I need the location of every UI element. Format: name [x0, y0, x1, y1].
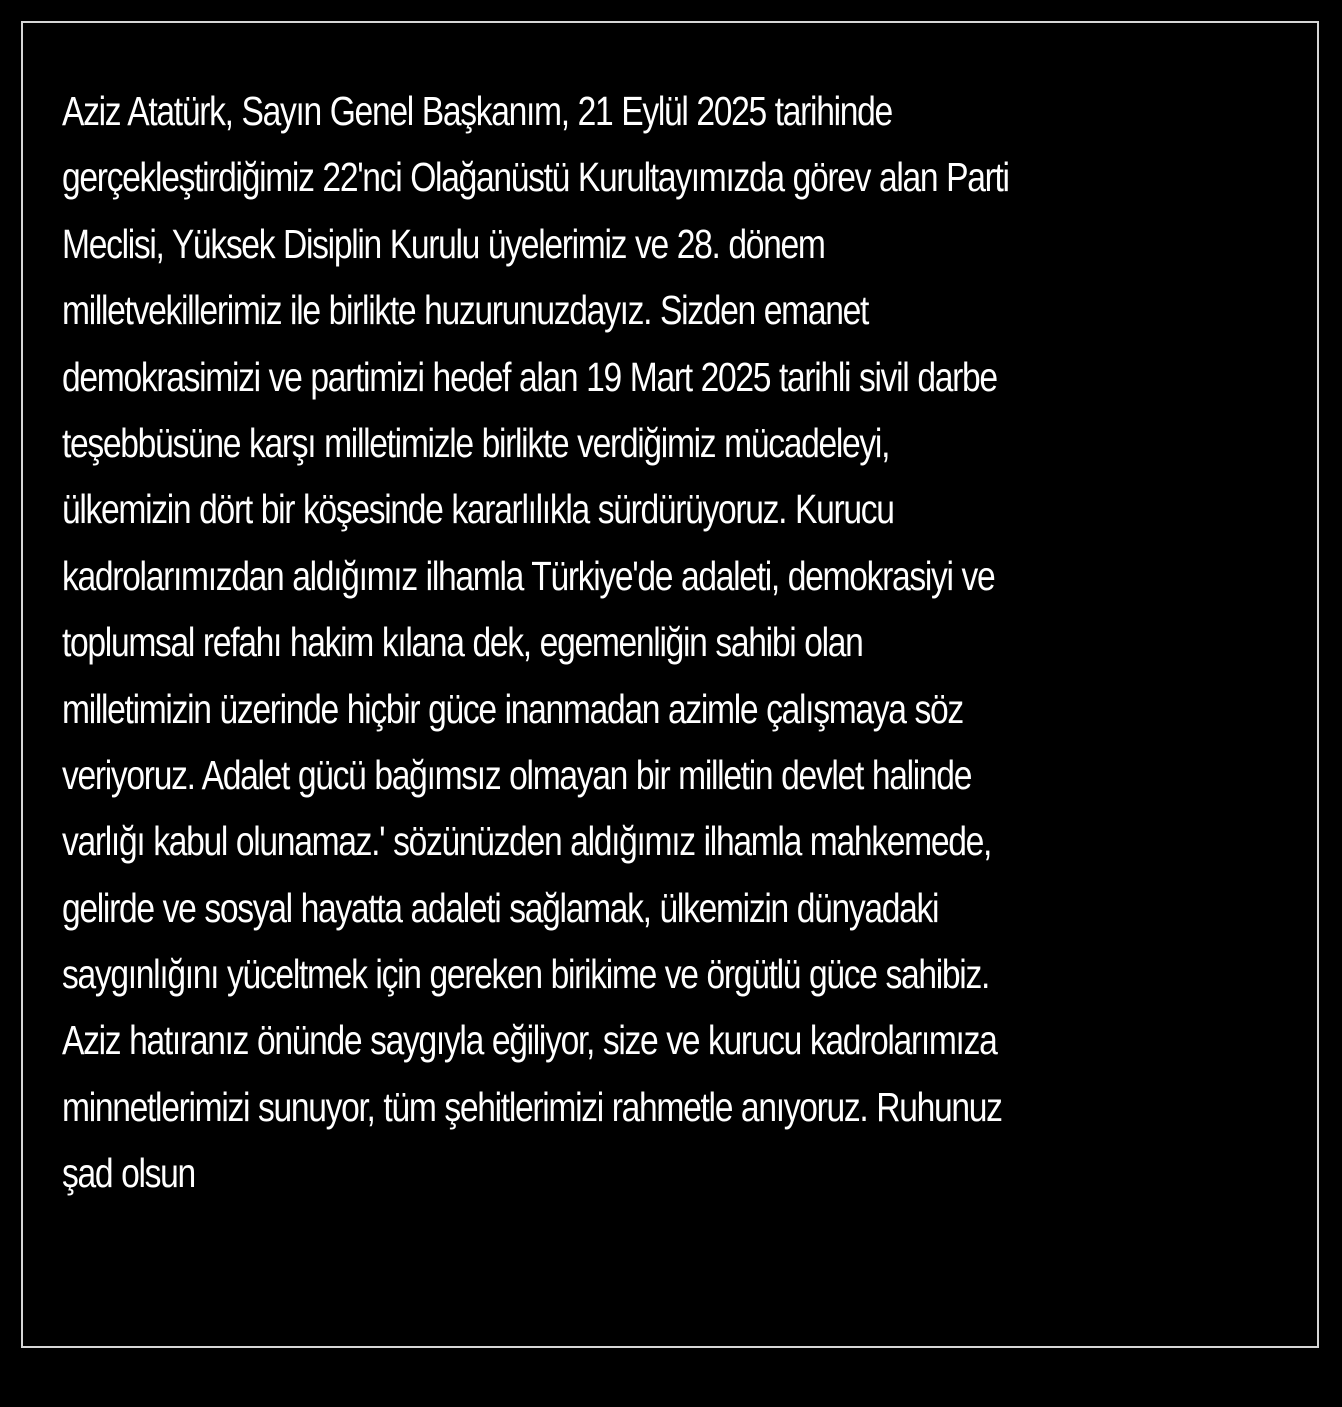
message-line: varlığı kabul olunamaz.' sözünüzden aldığımız ilhamla mahkemede, [62, 818, 992, 865]
message-line: milletimizin üzerinde hiçbir güce inanmadan azimle çalışmaya söz [62, 685, 963, 732]
message-line: ülkemizin dört bir köşesinde kararlılıkla sürdürüyoruz. Kurucu [62, 486, 894, 533]
message-line: teşebbüsüne karşı milletimizle birlikte verdiğimiz mücadeleyi, [62, 419, 890, 466]
message-line: toplumsal refahı hakim kılana dek, egemenliğin sahibi olan [62, 619, 863, 666]
message-line: Aziz hatıranız önünde saygıyla eğiliyor, size ve kurucu kadrolarımıza [62, 1017, 997, 1064]
message-line: milletvekillerimiz ile birlikte huzurunuzdayız. Sizden emanet [62, 287, 869, 334]
message-line: gerçekleştirdiğimiz 22'nci Olağanüstü Kurultayımızda görev alan Parti [62, 154, 1009, 201]
message-line: gelirde ve sosyal hayatta adaleti sağlamak, ülkemizin dünyadaki [62, 884, 939, 931]
message-text [62, 78, 1292, 1207]
message-line: Aziz Atatürk, Sayın Genel Başkanım, 21 Eylül 2025 tarihinde [62, 88, 892, 134]
message-line: kadrolarımızdan aldığımız ilhamla Türkiye'de adaleti, demokrasiyi ve [62, 552, 995, 599]
message-line: minnetlerimizi sunuyor, tüm şehitlerimizi rahmetle anıyoruz. Ruhunuz [62, 1083, 1002, 1130]
message-line: veriyoruz. Adalet gücü bağımsız olmayan bir milletin devlet halinde [62, 751, 972, 798]
message-line: demokrasimizi ve partimizi hedef alan 19 Mart 2025 tarihli sivil darbe [62, 353, 997, 400]
message-line: saygınlığını yüceltmek için gereken birikime ve örgütlü güce sahibiz. [62, 951, 989, 998]
message-line: Meclisi, Yüksek Disiplin Kurulu üyelerimiz ve 28. dönem [62, 220, 825, 267]
message-line: şad olsun [62, 1150, 195, 1197]
